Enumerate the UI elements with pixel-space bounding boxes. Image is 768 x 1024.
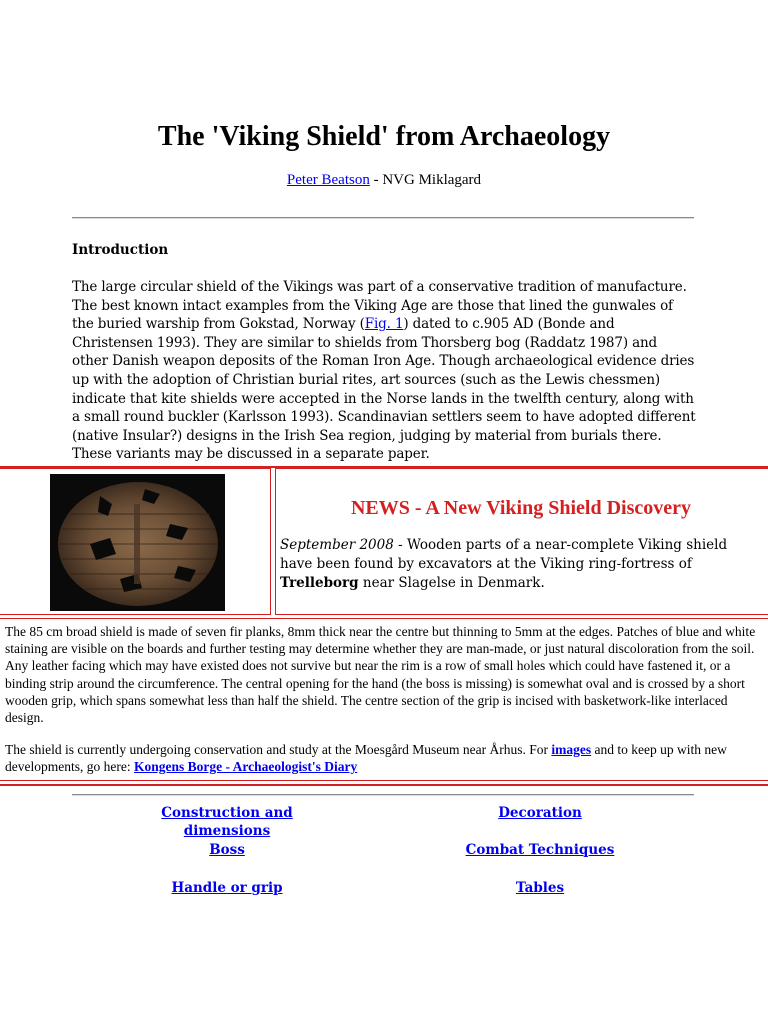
images-link[interactable]: images bbox=[551, 742, 592, 757]
diary-link[interactable]: Kongens Borge - Archaeologist's Diary bbox=[133, 759, 358, 775]
nav-handle-link[interactable]: Handle or grip bbox=[171, 880, 283, 896]
intro-heading: Introduction bbox=[72, 242, 169, 258]
nav-construction-link[interactable]: Construction and dimensions bbox=[161, 805, 293, 839]
news-title: NEWS - A New Viking Shield Discovery bbox=[350, 497, 692, 519]
byline bbox=[0, 170, 768, 190]
page-title: The 'Viking Shield' from Archaeology bbox=[157, 121, 611, 152]
news-paragraph: September 2008 - Wooden parts of a near-complete Viking shield have been found by excavators at the Viking ring-fortress of Trelleborg near Slagelse in Denmark. bbox=[280, 537, 728, 591]
top-divider bbox=[72, 217, 694, 219]
shield-photo bbox=[50, 474, 225, 611]
news-date: September 2008 bbox=[280, 537, 394, 553]
red-divider bbox=[0, 784, 768, 786]
author-link[interactable]: Peter Beatson bbox=[286, 172, 370, 188]
nav-boss-link[interactable]: Boss bbox=[209, 842, 245, 858]
author-affiliation: - NVG Miklagard bbox=[369, 172, 482, 188]
news-place: Trelleborg bbox=[280, 575, 359, 591]
details-paragraph-2: The shield is currently undergoing conservation and study at the Moesgård Museum near Århus. For images and to keep up with new developments, go here: Kongens Borge - Archaeologist's Diary bbox=[5, 742, 727, 775]
details-paragraph-1: The 85 cm broad shield is made of seven fir planks, 8mm thick near the centre but thinning to 5mm at the edges. Patches of blue and white staining are visible on the boards and further testing may determine whether they are man-made, or just natural discoloration from the soil. Any leather facing which may have existed does not survive but near the rim is a row of small holes which could have fastened it, or a binding strip around the circumference. The central opening for the hand (the boss is missing) is somewhat oval and is crossed by a short wooden grip, which spans somewhat less than half the shield. The centre section of the grip is incised with basketwork-like interlaced design. bbox=[5, 624, 756, 726]
nav-decoration-link[interactable]: Decoration bbox=[498, 805, 582, 821]
fig-1-link[interactable]: Fig. 1 bbox=[364, 316, 404, 333]
bottom-divider bbox=[72, 794, 694, 796]
nav-combat-link[interactable]: Combat Techniques bbox=[465, 842, 615, 858]
nav-tables-link[interactable]: Tables bbox=[515, 880, 565, 896]
intro-paragraph: The large circular shield of the Vikings was part of a conservative tradition of manufacture. The best known intact examples from the Viking Age are those that lined the gunwales of the buried warship from Gokstad, Norway (Fig. 1) dated to c.905 AD (Bonde and Christensen 1993). They are similar to shields from Thorsberg bog (Raddatz 1987) and other Danish weapon deposits of the Roman Iron Age. Though archaeological evidence dries up with the adoption of Christian burial rites, art sources (such as the Lewis chessmen) indicate that kite shields were accepted in the Norse lands in the twelfth century, along with a small round buckler (Karlsson 1993). Scandinavian settlers seem to have adopted different (native Insular?) designs in the Irish Sea region, judging by material from burials there. These variants may be discussed in a separate paper. bbox=[72, 279, 696, 463]
